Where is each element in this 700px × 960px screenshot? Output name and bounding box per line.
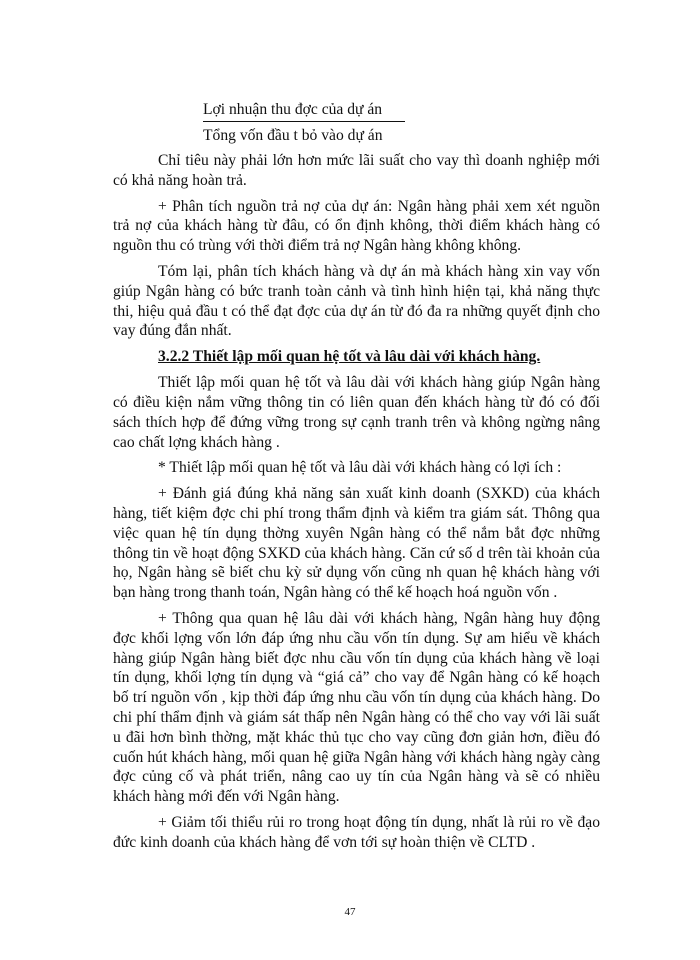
paragraph: + Giảm tối thiểu rủi ro trong hoạt động tín dụng, nhất là rủi ro về đạo đức kinh doanh của khách hàng để vơn tới sự hoàn thiện về CLTD . (113, 813, 600, 851)
paragraph: * Thiết lập mối quan hệ tốt và lâu dài với khách hàng có lợi ích : (158, 459, 562, 477)
paragraph: + Phân tích nguồn trả nợ của dự án: Ngân hàng phải xem xét nguồn trả nợ của khách hàng từ đâu, có ổn định không, thời điểm khách hàng có nguồn thu có trùng với thời điểm trả nợ Ngân hàng không không. (113, 197, 600, 255)
paragraph: Thiết lập mối quan hệ tốt và lâu dài với khách hàng giúp Ngân hàng có điều kiện nắm vững thông tin có liên quan đến khách hàng từ đó có đối sách thích hợp để đứng vững trong sự cạnh tranh trên và không ngừng nâng cao chất lợng khách hàng . (113, 374, 600, 451)
formula-numerator: Lợi nhuận thu đợc của dự án (203, 101, 383, 118)
page-number: 47 (344, 906, 356, 918)
formula-denominator: Tổng vốn đầu t bỏ vào dự án (203, 127, 383, 144)
paragraph: + Đánh giá đúng khả năng sản xuất kinh doanh (SXKD) của khách hàng, tiết kiệm đợc chi phí trong thẩm định và kiểm tra giám sát. Thông qua việc quan hệ tín dụng thờng xuyên Ngân hàng có thể nắm bắt đợc những thông tin về hoạt động SXKD của khách hàng. Căn cứ số d trên tài khoản của họ, Ngân hàng sẽ biết chu kỳ sử dụng vốn cũng nh quan hệ khách hàng với bạn hàng trong thanh toán, Ngân hàng có thể kế hoạch hoá nguồn vốn . (113, 485, 600, 602)
paragraph: Tóm lại, phân tích khách hàng và dự án mà khách hàng xin vay vốn giúp Ngân hàng có bức tranh toàn cảnh và tình hình hiện tại, khả năng thực thi, hiệu quả đầu t có thể đạt đợc của dự án từ đó đa ra những quyết định cho vay đúng đắn nhất. (113, 262, 600, 340)
body-text (113, 151, 600, 859)
fraction-bar (203, 121, 405, 122)
paragraph: + Thông qua quan hệ lâu dài với khách hàng, Ngân hàng huy động đợc khối lợng vốn lớn đáp ứng nhu cầu vốn tín dụng. Sự am hiểu về khách hàng giúp Ngân hàng biết đợc nhu cầu vốn tín dụng của khách hàng về loại tín dụng, khối lợng tín dụng và “giá cả” cho vay để Ngân hàng có kế hoạch bố trí nguồn vốn , kịp thời đáp ứng nhu cầu vốn tín dụng của khách hàng. Do chi phí thẩm định và giám sát thấp nên Ngân hàng có thể cho vay với lãi suất u đãi hơn bình thờng, mặt khác thủ tục cho vay cũng đơn giản hơn, điều đó cuốn hút khách hàng, mối quan hệ giữa Ngân hàng với khách hàng ngày càng đợc củng cố và phát triển, nâng cao uy tín của Ngân hàng và sẽ có nhiều khách hàng mới đến với Ngân hàng. (113, 609, 600, 806)
paragraph: Chỉ tiêu này phải lớn hơn mức lãi suất cho vay thì doanh nghiệp mới có khả năng hoàn trả. (113, 152, 600, 189)
profitability-formula (203, 99, 405, 147)
section-heading: 3.2.2 Thiết lập mối quan hệ tốt và lâu dài với khách hàng. (158, 348, 541, 366)
